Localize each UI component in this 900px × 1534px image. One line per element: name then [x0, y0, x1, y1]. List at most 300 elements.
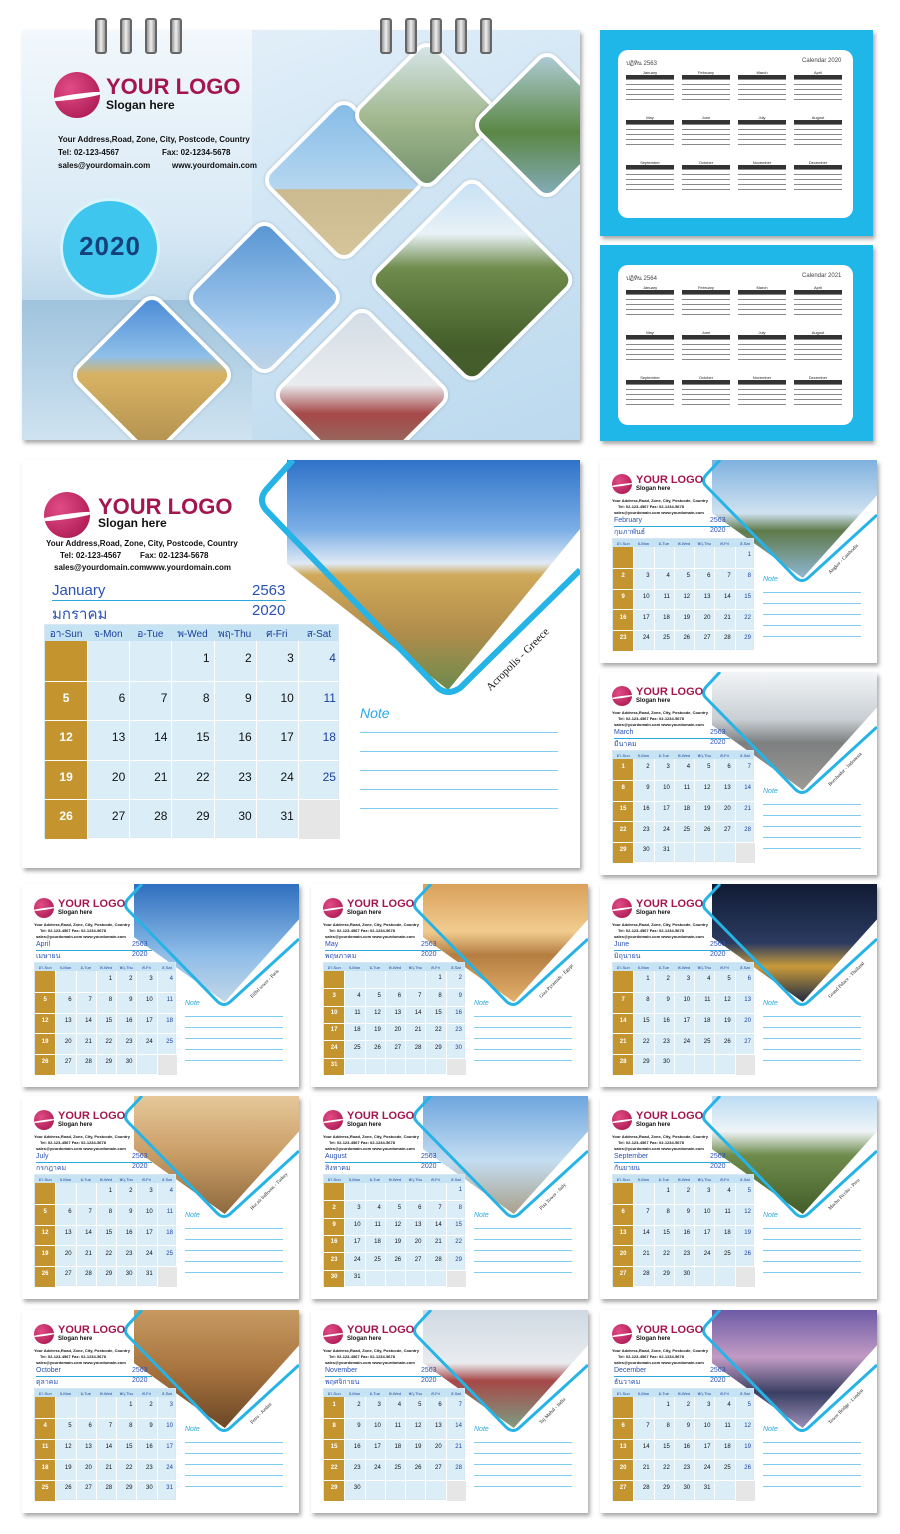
mini-month-days — [794, 294, 842, 319]
address-text: Your Address,Road, Zone, City, Postcode, Country — [323, 922, 419, 927]
day-number: 4 — [169, 976, 173, 983]
mini-month-days — [738, 384, 786, 409]
mini-month-name: September — [640, 375, 660, 380]
weekday-label: อา-Sun — [38, 1391, 52, 1397]
day-number: 6 — [438, 1402, 442, 1409]
mini-month-name: November — [752, 375, 772, 380]
month-grid — [612, 962, 754, 1074]
day-number: 14 — [642, 1443, 650, 1450]
grid-line — [324, 1439, 466, 1440]
day-number: 26 — [41, 1059, 49, 1066]
note-line — [763, 1049, 861, 1050]
contact-text: Tel: 02-123-4567 Fax: 02-1234-5678 — [618, 1140, 684, 1145]
weekday-label: อา-Sun — [616, 753, 630, 759]
mini-month — [738, 330, 786, 364]
day-number: 2 — [646, 764, 650, 771]
thai-year: 2563 — [710, 517, 726, 524]
day-number: 7 — [438, 1204, 442, 1211]
note-line — [474, 1442, 572, 1443]
day-number: 21 — [435, 1239, 442, 1246]
logo-text: YOUR LOGO — [347, 1324, 415, 1336]
day-number: 1 — [202, 650, 210, 665]
january-page — [22, 460, 580, 868]
day-number: 4 — [727, 1188, 731, 1195]
year: 2020 — [132, 951, 148, 958]
weekday-label: จ-Mon — [348, 1177, 361, 1183]
web-text: sales@yourdomain.com www.yourdomain.com — [614, 1360, 704, 1365]
month-page-december — [600, 1310, 877, 1513]
day-number: 12 — [59, 730, 73, 745]
note-line — [474, 1016, 572, 1017]
day-number: 27 — [744, 1038, 751, 1045]
grid-line — [324, 1200, 466, 1201]
logo-icon — [323, 1324, 343, 1344]
weekday-label: ศ-Fri — [720, 1391, 729, 1397]
day-number: 13 — [64, 1017, 72, 1024]
slogan-text: Slogan here — [347, 910, 382, 916]
note-label: Note — [763, 1000, 778, 1007]
day-number: 18 — [353, 1027, 361, 1034]
day-number: 14 — [455, 1423, 462, 1429]
empty-cell — [446, 1058, 466, 1075]
grid-line — [324, 1218, 466, 1219]
day-number: 29 — [125, 1485, 133, 1492]
day-number: 30 — [125, 1059, 133, 1066]
day-number: 27 — [85, 1485, 92, 1492]
logo-text: YOUR LOGO — [58, 898, 126, 910]
day-number: 21 — [414, 1027, 422, 1034]
address-text: Your Address,Road, Zone, City, Postcode, Country — [612, 922, 708, 927]
mini-month-days — [626, 384, 674, 409]
day-number: 22 — [619, 826, 627, 833]
slogan-text: Slogan here — [636, 910, 671, 916]
logo-text: YOUR LOGO — [347, 898, 415, 910]
mini-month-days — [682, 169, 730, 194]
grid-line — [613, 1204, 755, 1205]
day-number: 23 — [683, 1464, 691, 1471]
note-line — [474, 1453, 572, 1454]
empty-cell — [735, 1266, 755, 1287]
year: 2020 — [710, 951, 726, 958]
day-number: 17 — [166, 1443, 173, 1450]
mini-month — [794, 115, 842, 149]
logo-text: YOUR LOGO — [636, 898, 704, 910]
day-number: 26 — [64, 1485, 72, 1492]
month-name-thai: กรกฎาคม — [36, 1165, 67, 1172]
note-line — [474, 1464, 572, 1465]
note-line — [763, 603, 861, 604]
month-name: March — [614, 729, 634, 736]
month-page-october — [22, 1310, 299, 1513]
day-number: 22 — [435, 1027, 442, 1034]
day-number: 20 — [85, 1464, 92, 1471]
mini-month — [738, 115, 786, 149]
day-number: 4 — [397, 1402, 402, 1409]
contact-text: Tel: 02-123-4567 Fax: 02-1234-5678 — [40, 1140, 106, 1145]
day-number: 9 — [149, 1423, 153, 1429]
year-card — [618, 50, 853, 218]
day-number: 12 — [414, 1423, 422, 1429]
logo-icon — [323, 1110, 343, 1130]
note-line — [474, 1486, 572, 1487]
day-number: 7 — [160, 690, 168, 705]
mini-month-days — [794, 339, 842, 364]
year: 2020 — [421, 1163, 437, 1170]
logo-icon — [44, 492, 90, 538]
day-number: 7 — [88, 997, 92, 1003]
day-number: 22 — [125, 1464, 133, 1471]
grid-line — [324, 1235, 466, 1236]
slogan-text: Slogan here — [347, 1122, 382, 1128]
day-number: 2 — [621, 573, 625, 579]
day-number: 18 — [374, 1239, 381, 1246]
day-number: 17 — [280, 730, 294, 745]
day-number: 19 — [374, 1027, 381, 1034]
day-number: 29 — [642, 1059, 650, 1066]
weekday-label: ส-Sat — [450, 965, 461, 971]
day-number: 16 — [683, 1443, 691, 1450]
weekday-label: ส-Sat — [450, 1391, 461, 1397]
day-number: 27 — [111, 809, 126, 824]
day-number: 14 — [619, 1017, 627, 1024]
note-line — [763, 815, 861, 816]
slogan-text: Slogan here — [636, 1122, 671, 1128]
slogan-text: Slogan here — [636, 1336, 671, 1342]
day-number: 25 — [703, 1038, 711, 1045]
grid-line — [35, 1480, 177, 1481]
contact-text: Tel: 02-123-4567 Fax: 02-1234-5678 — [40, 1354, 106, 1359]
day-number: 28 — [414, 1044, 422, 1051]
weekday-label: พฤ-Thu — [697, 1177, 711, 1183]
day-number: 14 — [85, 1017, 92, 1024]
year-badge-text: 2020 — [79, 231, 141, 261]
day-number: 17 — [353, 1239, 361, 1246]
weekday-label: พ-Wed — [99, 1177, 113, 1183]
thai-year: 2563 — [710, 1367, 726, 1374]
day-number: 12 — [394, 1222, 402, 1228]
day-number: 1 — [458, 1187, 462, 1194]
day-number: 1 — [108, 1188, 113, 1195]
day-number: 18 — [724, 1443, 731, 1450]
note-line — [474, 1250, 572, 1251]
day-number: 3 — [332, 992, 336, 999]
note-line — [763, 837, 861, 838]
day-number: 3 — [287, 650, 294, 665]
grid-line — [35, 1225, 177, 1226]
year-calendar-2020 — [600, 30, 873, 236]
day-number: 5 — [397, 1204, 402, 1211]
year: 2020 — [132, 1163, 148, 1170]
day-number: 14 — [744, 785, 751, 791]
day-number: 2 — [129, 976, 133, 983]
day-number: 10 — [683, 997, 691, 1003]
binding-ring — [120, 18, 132, 54]
grid-line — [324, 1418, 466, 1419]
note-line — [474, 1038, 572, 1039]
day-number: 18 — [41, 1464, 49, 1471]
day-number: 11 — [704, 997, 711, 1003]
mini-month — [794, 375, 842, 409]
month-grid — [34, 1388, 176, 1500]
logo-icon — [54, 72, 100, 118]
day-number: 13 — [619, 1443, 627, 1450]
note-line — [474, 1049, 572, 1050]
photo-caption: Petra - Jordan — [250, 1402, 274, 1426]
day-number: 25 — [166, 1250, 173, 1257]
note-line — [763, 1442, 861, 1443]
mini-month-days — [794, 124, 842, 149]
day-number: 5 — [62, 690, 70, 705]
month-grid — [612, 1174, 754, 1286]
day-number: 14 — [154, 730, 168, 745]
day-number: 4 — [686, 764, 691, 771]
weekday-label: ส-Sat — [739, 753, 750, 759]
day-number: 17 — [330, 1027, 338, 1034]
note-line — [763, 1060, 861, 1061]
weekday-label: อา-Sun — [49, 629, 83, 641]
empty-cell — [735, 1054, 755, 1075]
day-number: 7 — [458, 1402, 462, 1409]
contact-text: Tel: 02-123-4567 Fax: 02-1234-5678 — [618, 928, 684, 933]
day-number: 14 — [414, 1010, 422, 1016]
address-text: Your Address,Road, Zone, City, Postcode, Country — [323, 1134, 419, 1139]
day-number: 6 — [418, 1204, 422, 1211]
contact-text: Tel: 02-123-4567 Fax: 02-1234-5678 — [618, 716, 684, 721]
weekday-label: พ-Wed — [99, 1391, 113, 1397]
year: 2020 — [710, 739, 726, 746]
day-number: 27 — [703, 635, 711, 642]
mini-month — [682, 285, 730, 319]
grid-line — [35, 1418, 177, 1419]
day-number: 27 — [64, 1059, 72, 1066]
day-number: 17 — [703, 1443, 711, 1450]
day-number: 23 — [125, 1038, 133, 1045]
mini-month-name: March — [756, 70, 768, 75]
weekday-label: พฤ-Thu — [119, 1177, 133, 1183]
day-number: 25 — [374, 1256, 381, 1263]
address-text: Your Address,Road, Zone, City, Postcode, Country — [612, 710, 708, 715]
month-page-september — [600, 1096, 877, 1299]
day-number: 26 — [724, 1038, 731, 1045]
day-number: 11 — [41, 1443, 49, 1450]
weekday-label: พ-Wed — [99, 965, 113, 971]
day-number: 2 — [245, 650, 252, 665]
day-number: 29 — [663, 1271, 670, 1278]
day-number: 28 — [85, 1271, 92, 1278]
photo-caption: Eiffel tower - Paris — [250, 969, 281, 1000]
note-line — [763, 1038, 861, 1039]
day-number: 26 — [414, 1464, 422, 1471]
day-number: 10 — [374, 1423, 381, 1429]
day-number: 6 — [68, 1209, 72, 1215]
day-number: 2 — [357, 1402, 361, 1409]
mini-month-name: June — [701, 330, 711, 335]
grid-line — [613, 842, 755, 843]
day-number: 8 — [666, 1423, 670, 1429]
mini-month — [626, 160, 674, 194]
weekday-label: พฤ-Thu — [218, 629, 252, 641]
day-number: 26 — [744, 1464, 751, 1471]
weekday-label: ศ-Fri — [431, 1391, 440, 1397]
month-grid — [44, 624, 339, 838]
note-line — [474, 1239, 572, 1240]
note-line — [763, 614, 861, 615]
day-number: 15 — [196, 730, 210, 745]
mini-month — [738, 160, 786, 194]
day-number: 24 — [683, 1038, 691, 1045]
day-number: 27 — [619, 1271, 627, 1278]
mini-month — [626, 115, 674, 149]
day-number: 21 — [642, 1464, 650, 1471]
day-number: 11 — [166, 997, 173, 1003]
address-text: Your Address,Road, Zone, City, Postcode, Country — [34, 1134, 130, 1139]
note-label: Note — [185, 1426, 200, 1433]
day-number: 5 — [747, 1188, 751, 1195]
web-text: sales@yourdomain.com www.yourdomain.com — [325, 1146, 415, 1151]
day-number: 12 — [724, 997, 731, 1003]
day-number: 18 — [166, 1017, 173, 1024]
month-name-thai: มิถุนายน — [614, 953, 641, 960]
day-number: 16 — [125, 1229, 133, 1236]
logo-icon — [34, 1324, 54, 1344]
mini-month-name: June — [701, 115, 711, 120]
day-number: 21 — [85, 1038, 92, 1045]
day-number: 6 — [747, 976, 751, 983]
contact-text: Tel: 02-123-4567 Fax: 02-1234-5678 — [329, 1140, 395, 1145]
web-text: sales@yourdomain.com www.yourdomain.com — [614, 722, 704, 727]
note-line — [185, 1486, 283, 1487]
day-number: 28 — [744, 826, 751, 833]
day-number: 5 — [68, 1423, 72, 1429]
note-line — [763, 1464, 861, 1465]
grid-line — [35, 1459, 177, 1460]
day-number: 31 — [330, 1062, 338, 1068]
logo-icon — [323, 898, 343, 918]
note-label: Note — [474, 1212, 489, 1219]
grid-line — [613, 1245, 755, 1246]
note-line — [185, 1475, 283, 1476]
tel-text: Tel: 02-123-4567 — [58, 148, 120, 157]
month-grid — [323, 962, 465, 1074]
weekday-label: ศ-Fri — [142, 1177, 151, 1183]
binding-ring — [95, 18, 107, 54]
day-number: 23 — [353, 1464, 361, 1471]
weekday-label: อ-Tue — [80, 1177, 91, 1183]
empty-cell — [735, 1480, 755, 1501]
grid-line — [613, 1459, 755, 1460]
day-number: 14 — [435, 1222, 442, 1228]
weekday-label: ส-Sat — [161, 1177, 172, 1183]
day-number: 5 — [377, 992, 381, 999]
note-line — [763, 804, 861, 805]
day-number: 23 — [683, 1250, 691, 1257]
day-number: 19 — [41, 1250, 49, 1257]
day-number: 1 — [438, 975, 442, 982]
day-number: 4 — [43, 1423, 47, 1429]
day-number: 16 — [353, 1443, 361, 1450]
note-line — [360, 789, 558, 790]
mini-month — [626, 285, 674, 319]
day-number: 18 — [663, 614, 670, 621]
day-number: 3 — [707, 1402, 711, 1409]
mini-month-days — [682, 339, 730, 364]
grid-line — [613, 630, 755, 631]
mini-month-days — [738, 339, 786, 364]
mini-month-name: January — [642, 70, 658, 75]
fax-text: Fax: 02-1234-5678 — [140, 551, 209, 560]
day-number: 15 — [435, 1010, 442, 1016]
month-page-march — [600, 672, 877, 875]
day-number: 15 — [744, 593, 751, 600]
grid-line — [613, 1418, 755, 1419]
day-number: 4 — [666, 573, 670, 579]
logo-icon — [612, 898, 632, 918]
day-number: 31 — [146, 1271, 153, 1278]
day-number: 20 — [414, 1239, 422, 1246]
logo-text: YOUR LOGO — [98, 494, 233, 519]
day-number: 25 — [724, 1464, 731, 1471]
grid-line — [613, 821, 755, 822]
day-number: 6 — [621, 1209, 625, 1215]
note-label: Note — [360, 705, 390, 721]
month-name-thai: เมษายน — [36, 953, 61, 960]
day-number: 20 — [619, 1250, 627, 1257]
day-number: 23 — [238, 769, 252, 784]
contact-text: Tel: 02-123-4567 Fax: 02-1234-5678 — [329, 928, 395, 933]
day-number: 16 — [238, 730, 252, 745]
day-number: 3 — [169, 1402, 173, 1409]
day-number: 13 — [703, 593, 711, 600]
weekday-label: พฤ-Thu — [697, 965, 711, 971]
slogan-text: Slogan here — [58, 1336, 93, 1342]
binding-ring — [430, 18, 442, 54]
day-number: 28 — [105, 1485, 113, 1492]
month-page-november — [311, 1310, 588, 1513]
mini-month-name: May — [646, 330, 654, 335]
day-number: 9 — [332, 1222, 336, 1228]
mini-months — [626, 283, 848, 423]
note-line — [763, 1475, 861, 1476]
mini-month-days — [794, 169, 842, 194]
day-number: 1 — [646, 976, 650, 983]
day-number: 5 — [747, 1402, 751, 1409]
photo-caption: Acropolis - Greece — [484, 625, 552, 694]
weekday-label: พ-Wed — [677, 1177, 691, 1183]
month-name-thai: มีนาคม — [614, 741, 637, 748]
mini-month-days — [626, 339, 674, 364]
day-number: 9 — [686, 1209, 691, 1215]
thai-year: 2563 — [252, 582, 286, 599]
logo-icon — [34, 898, 54, 918]
grid-line — [613, 1033, 755, 1034]
mini-month-name: August — [811, 115, 825, 120]
logo-text: YOUR LOGO — [347, 1110, 415, 1122]
note-line — [474, 1475, 572, 1476]
weekday-label: พฤ-Thu — [697, 541, 711, 547]
weekday-label: ศ-Fri — [720, 541, 729, 547]
note-line — [763, 592, 861, 593]
day-number: 8 — [646, 997, 650, 1003]
day-number: 10 — [330, 1010, 338, 1016]
note-line — [360, 770, 558, 771]
grid-line — [324, 1023, 466, 1024]
binding-ring — [480, 18, 492, 54]
grid-line — [35, 1245, 177, 1246]
weekday-label: พฤ-Thu — [408, 1391, 422, 1397]
day-number: 7 — [108, 1423, 113, 1429]
month-name: October — [36, 1367, 61, 1374]
grid-line — [613, 589, 755, 590]
